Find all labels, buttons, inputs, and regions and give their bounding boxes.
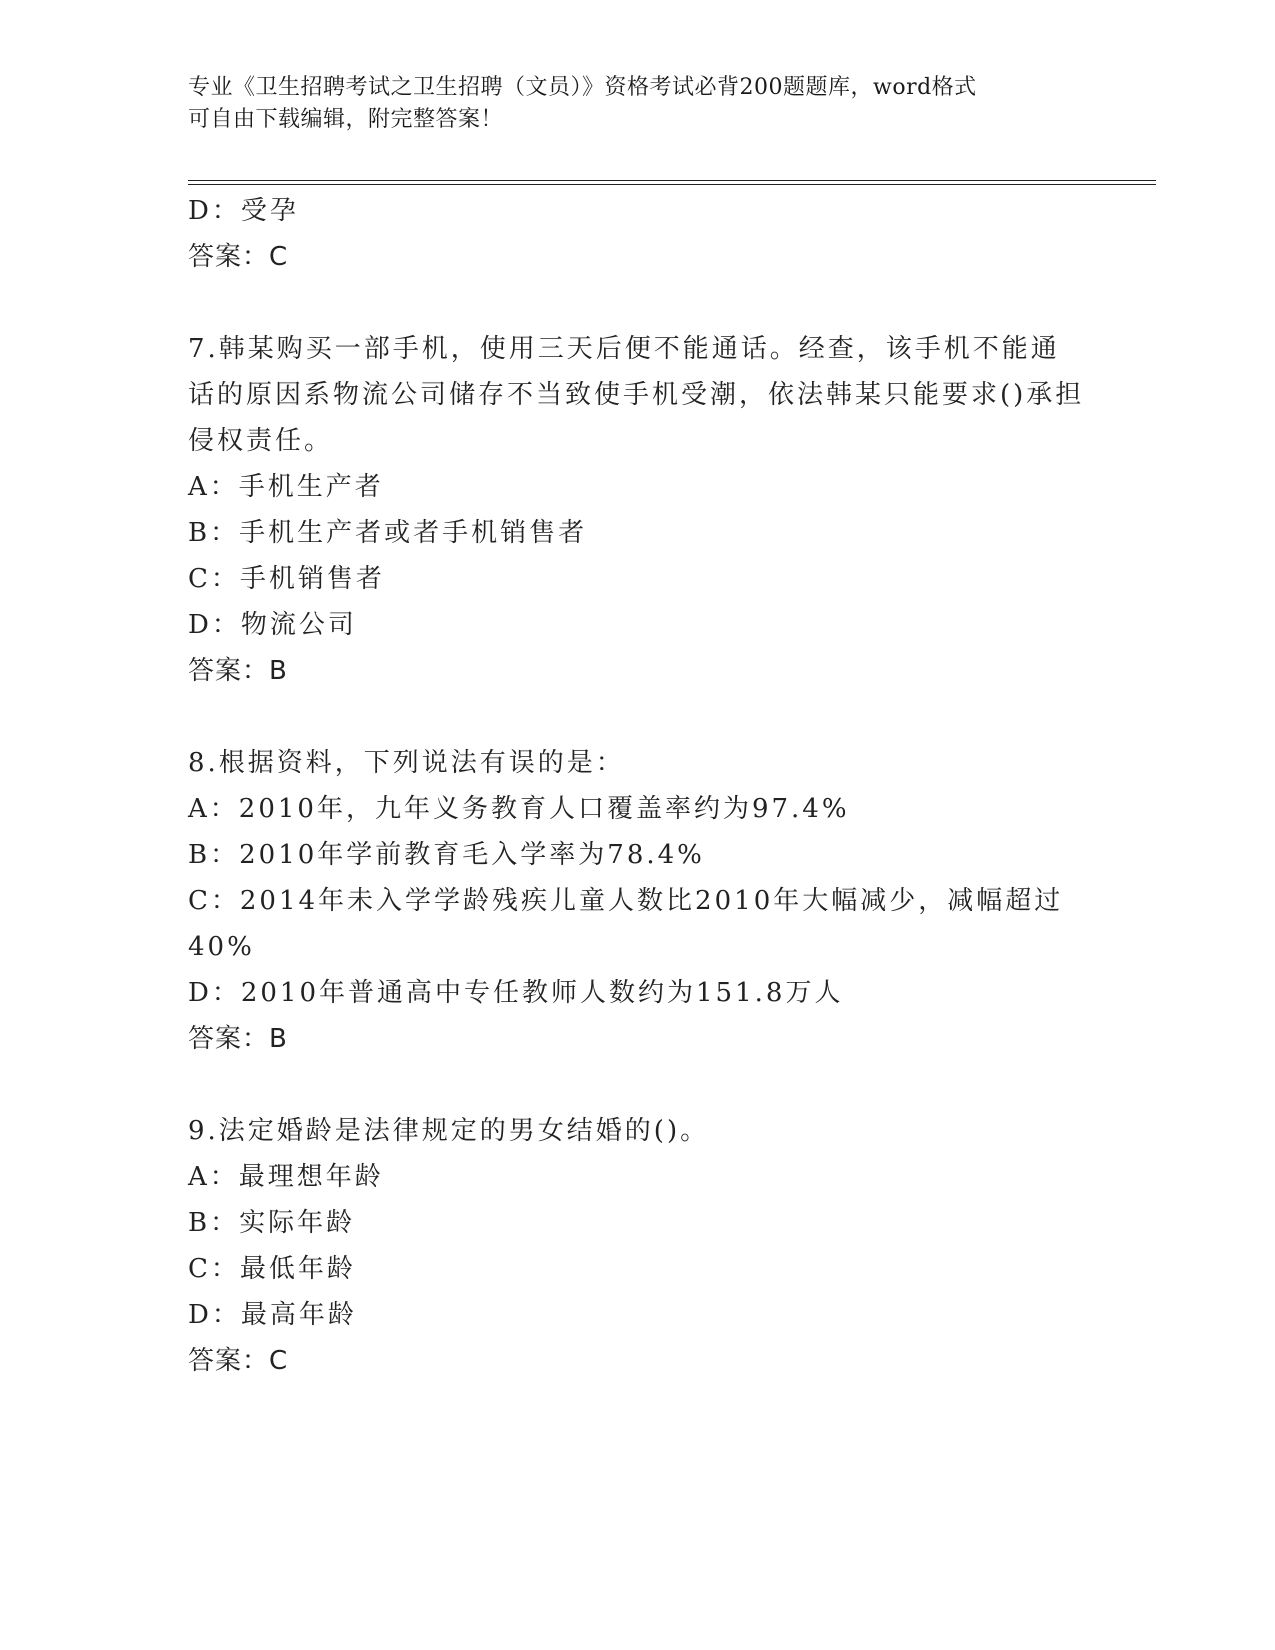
question-text: 7.韩某购买一部手机，使用三天后便不能通话。经查，该手机不能通话的原因系物流公司储存不当致使手机受潮，依法韩某只能要求()承担侵权责任。 bbox=[188, 334, 1085, 456]
option-a: A：2010年，九年义务教育人口覆盖率约为97.4% bbox=[188, 794, 850, 824]
header-line-2: 可自由下载编辑，附完整答案！ bbox=[188, 107, 504, 132]
answer: 答案：C bbox=[188, 242, 289, 272]
option-c: C：手机销售者 bbox=[188, 564, 385, 594]
spacer bbox=[188, 1062, 1088, 1108]
answer: 答案：B bbox=[188, 656, 288, 686]
page-header bbox=[188, 72, 1088, 136]
header-line-1: 专业《卫生招聘考试之卫生招聘（文员）》资格考试必背200题题库，word格式 bbox=[188, 75, 977, 100]
option-c: C：最低年龄 bbox=[188, 1254, 356, 1284]
question-text: 9.法定婚龄是法律规定的男女结婚的()。 bbox=[188, 1116, 710, 1146]
option-b: B：2010年学前教育毛入学率为78.4% bbox=[188, 840, 705, 870]
spacer bbox=[188, 280, 1088, 326]
spacer bbox=[188, 694, 1088, 740]
option-b: B：手机生产者或者手机销售者 bbox=[188, 518, 588, 548]
document-body bbox=[188, 188, 1088, 1384]
option-a: A：最理想年龄 bbox=[188, 1162, 384, 1192]
answer: 答案：C bbox=[188, 1346, 289, 1376]
option-d: D：2010年普通高中专任教师人数约为151.8万人 bbox=[188, 978, 844, 1008]
previous-question-tail bbox=[188, 188, 1088, 280]
option-d: D：最高年龄 bbox=[188, 1300, 357, 1330]
option-a: A：手机生产者 bbox=[188, 472, 384, 502]
question-9 bbox=[188, 1108, 1088, 1384]
question-8 bbox=[188, 740, 1088, 1062]
option-b: B：实际年龄 bbox=[188, 1208, 356, 1238]
question-text: 8.根据资料，下列说法有误的是： bbox=[188, 748, 625, 778]
answer: 答案：B bbox=[188, 1024, 288, 1054]
question-7 bbox=[188, 326, 1088, 694]
option-d: D：物流公司 bbox=[188, 610, 357, 640]
option-d: D：受孕 bbox=[188, 196, 299, 226]
option-c: C：2014年未入学学龄残疾儿童人数比2010年大幅减少，减幅超过40% bbox=[188, 886, 1064, 962]
header-divider bbox=[188, 180, 1156, 185]
